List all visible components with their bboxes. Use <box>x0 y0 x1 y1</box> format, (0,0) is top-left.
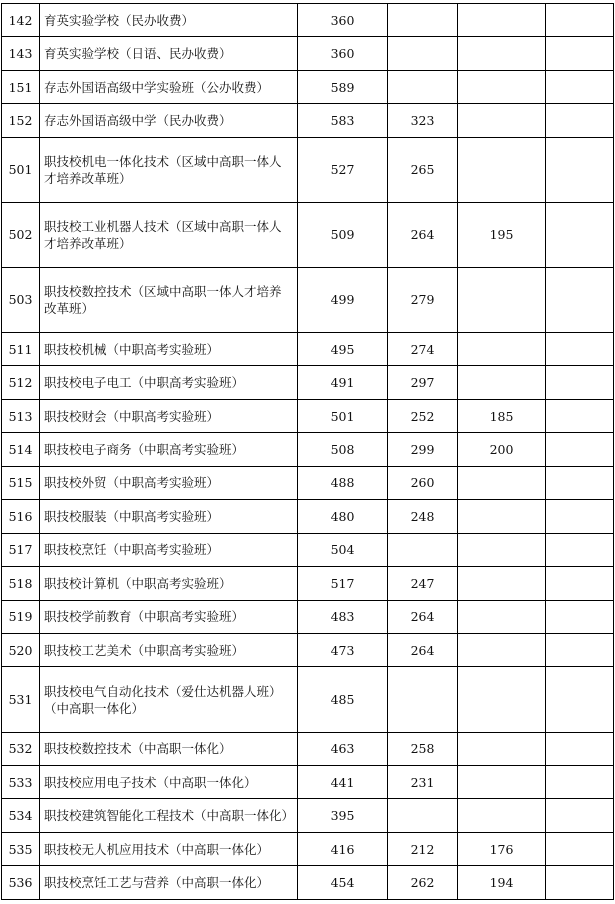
score-4 <box>546 70 614 103</box>
score-3 <box>458 137 546 202</box>
score-3: 176 <box>458 832 546 865</box>
table-row <box>2 332 614 365</box>
table-row <box>2 202 614 267</box>
score-2: 279 <box>388 267 458 332</box>
school-name: 存志外国语高级中学实验班（公办收费） <box>40 70 298 103</box>
school-code: 536 <box>2 866 40 900</box>
score-2: 212 <box>388 832 458 865</box>
score-4 <box>546 332 614 365</box>
school-name: 职技校服装（中职高考实验班） <box>40 500 298 533</box>
school-name: 职技校学前教育（中职高考实验班） <box>40 600 298 633</box>
school-name: 职技校工业机器人技术（区域中高职一体人才培养改革班） <box>40 202 298 267</box>
score-2: 231 <box>388 765 458 798</box>
score-2: 323 <box>388 104 458 137</box>
school-name: 职技校无人机应用技术（中高职一体化） <box>40 832 298 865</box>
score-4 <box>546 765 614 798</box>
school-code: 533 <box>2 765 40 798</box>
school-name: 育英实验学校（民办收费） <box>40 4 298 37</box>
school-name: 职技校机电一体化技术（区域中高职一体人才培养改革班） <box>40 137 298 202</box>
table-row <box>2 567 614 600</box>
table-row <box>2 4 614 37</box>
score-1: 499 <box>298 267 388 332</box>
score-1: 488 <box>298 466 388 499</box>
score-3: 194 <box>458 866 546 900</box>
score-1: 495 <box>298 332 388 365</box>
school-name: 职技校数控技术（区域中高职一体人才培养改革班） <box>40 267 298 332</box>
score-1: 485 <box>298 667 388 732</box>
score-2: 274 <box>388 332 458 365</box>
score-1: 509 <box>298 202 388 267</box>
score-2: 297 <box>388 366 458 399</box>
score-3 <box>458 4 546 37</box>
score-3 <box>458 466 546 499</box>
score-4 <box>546 399 614 432</box>
table-row <box>2 732 614 765</box>
score-2: 247 <box>388 567 458 600</box>
school-name: 职技校机械（中职高考实验班） <box>40 332 298 365</box>
school-code: 535 <box>2 832 40 865</box>
score-2: 252 <box>388 399 458 432</box>
table-row <box>2 500 614 533</box>
school-name: 职技校烹饪工艺与营养（中高职一体化） <box>40 866 298 900</box>
score-2 <box>388 667 458 732</box>
school-code: 516 <box>2 500 40 533</box>
score-1: 504 <box>298 533 388 566</box>
score-1: 463 <box>298 732 388 765</box>
school-name: 职技校计算机（中职高考实验班） <box>40 567 298 600</box>
school-code: 515 <box>2 466 40 499</box>
score-1: 483 <box>298 600 388 633</box>
table-row <box>2 765 614 798</box>
school-name: 职技校烹饪（中职高考实验班） <box>40 533 298 566</box>
score-3 <box>458 732 546 765</box>
school-code: 511 <box>2 332 40 365</box>
score-3 <box>458 799 546 832</box>
score-3: 195 <box>458 202 546 267</box>
score-1: 360 <box>298 4 388 37</box>
score-2 <box>388 533 458 566</box>
table-row <box>2 70 614 103</box>
school-name: 职技校财会（中职高考实验班） <box>40 399 298 432</box>
table-body <box>2 4 614 900</box>
score-3 <box>458 366 546 399</box>
table-row <box>2 267 614 332</box>
score-1: 473 <box>298 634 388 667</box>
score-4 <box>546 600 614 633</box>
table-row <box>2 137 614 202</box>
table-row <box>2 667 614 732</box>
school-code: 520 <box>2 634 40 667</box>
admission-score-table <box>1 3 614 900</box>
score-4 <box>546 137 614 202</box>
score-1: 589 <box>298 70 388 103</box>
score-1: 416 <box>298 832 388 865</box>
score-1: 527 <box>298 137 388 202</box>
score-4 <box>546 433 614 466</box>
school-code: 502 <box>2 202 40 267</box>
table-row <box>2 832 614 865</box>
score-4 <box>546 567 614 600</box>
score-1: 583 <box>298 104 388 137</box>
score-3 <box>458 765 546 798</box>
score-3: 185 <box>458 399 546 432</box>
score-2: 264 <box>388 634 458 667</box>
school-code: 517 <box>2 533 40 566</box>
school-name: 职技校电子电工（中职高考实验班） <box>40 366 298 399</box>
score-4 <box>546 732 614 765</box>
score-4 <box>546 267 614 332</box>
table-row <box>2 533 614 566</box>
score-4 <box>546 37 614 70</box>
score-1: 480 <box>298 500 388 533</box>
school-code: 518 <box>2 567 40 600</box>
score-1: 360 <box>298 37 388 70</box>
score-4 <box>546 202 614 267</box>
score-2 <box>388 4 458 37</box>
score-2: 258 <box>388 732 458 765</box>
school-name: 职技校电子商务（中职高考实验班） <box>40 433 298 466</box>
score-2 <box>388 70 458 103</box>
table-row <box>2 799 614 832</box>
school-name: 职技校电气自动化技术（爱仕达机器人班）（中高职一体化） <box>40 667 298 732</box>
score-2: 262 <box>388 866 458 900</box>
score-1: 454 <box>298 866 388 900</box>
score-2 <box>388 799 458 832</box>
school-code: 512 <box>2 366 40 399</box>
school-name: 职技校数控技术（中高职一体化） <box>40 732 298 765</box>
score-4 <box>546 366 614 399</box>
score-1: 517 <box>298 567 388 600</box>
score-2: 260 <box>388 466 458 499</box>
table-row <box>2 866 614 900</box>
score-1: 441 <box>298 765 388 798</box>
score-4 <box>546 832 614 865</box>
score-2: 264 <box>388 600 458 633</box>
school-code: 501 <box>2 137 40 202</box>
school-code: 513 <box>2 399 40 432</box>
score-4 <box>546 466 614 499</box>
school-code: 514 <box>2 433 40 466</box>
score-4 <box>546 799 614 832</box>
school-code: 142 <box>2 4 40 37</box>
table-row <box>2 466 614 499</box>
school-name: 职技校应用电子技术（中高职一体化） <box>40 765 298 798</box>
score-4 <box>546 866 614 900</box>
school-code: 152 <box>2 104 40 137</box>
score-1: 508 <box>298 433 388 466</box>
score-4 <box>546 634 614 667</box>
score-3 <box>458 600 546 633</box>
school-name: 职技校外贸（中职高考实验班） <box>40 466 298 499</box>
school-code: 143 <box>2 37 40 70</box>
score-2: 264 <box>388 202 458 267</box>
table-row <box>2 399 614 432</box>
score-4 <box>546 4 614 37</box>
school-code: 534 <box>2 799 40 832</box>
score-3 <box>458 37 546 70</box>
score-4 <box>546 500 614 533</box>
score-3 <box>458 332 546 365</box>
school-name: 职技校建筑智能化工程技术（中高职一体化） <box>40 799 298 832</box>
school-name: 育英实验学校（日语、民办收费） <box>40 37 298 70</box>
score-3 <box>458 267 546 332</box>
score-3 <box>458 104 546 137</box>
school-code: 519 <box>2 600 40 633</box>
score-4 <box>546 533 614 566</box>
score-2 <box>388 37 458 70</box>
school-name: 职技校工艺美术（中职高考实验班） <box>40 634 298 667</box>
table-row <box>2 600 614 633</box>
score-3 <box>458 667 546 732</box>
table-row <box>2 433 614 466</box>
table-row <box>2 634 614 667</box>
table-row <box>2 366 614 399</box>
table-row <box>2 37 614 70</box>
score-3 <box>458 533 546 566</box>
score-2: 248 <box>388 500 458 533</box>
school-code: 151 <box>2 70 40 103</box>
score-1: 395 <box>298 799 388 832</box>
score-3: 200 <box>458 433 546 466</box>
score-3 <box>458 70 546 103</box>
score-1: 491 <box>298 366 388 399</box>
school-code: 532 <box>2 732 40 765</box>
school-code: 531 <box>2 667 40 732</box>
score-2: 299 <box>388 433 458 466</box>
school-code: 503 <box>2 267 40 332</box>
score-3 <box>458 634 546 667</box>
score-1: 501 <box>298 399 388 432</box>
table-row <box>2 104 614 137</box>
score-3 <box>458 567 546 600</box>
score-4 <box>546 667 614 732</box>
score-3 <box>458 500 546 533</box>
score-2: 265 <box>388 137 458 202</box>
score-4 <box>546 104 614 137</box>
school-name: 存志外国语高级中学（民办收费） <box>40 104 298 137</box>
